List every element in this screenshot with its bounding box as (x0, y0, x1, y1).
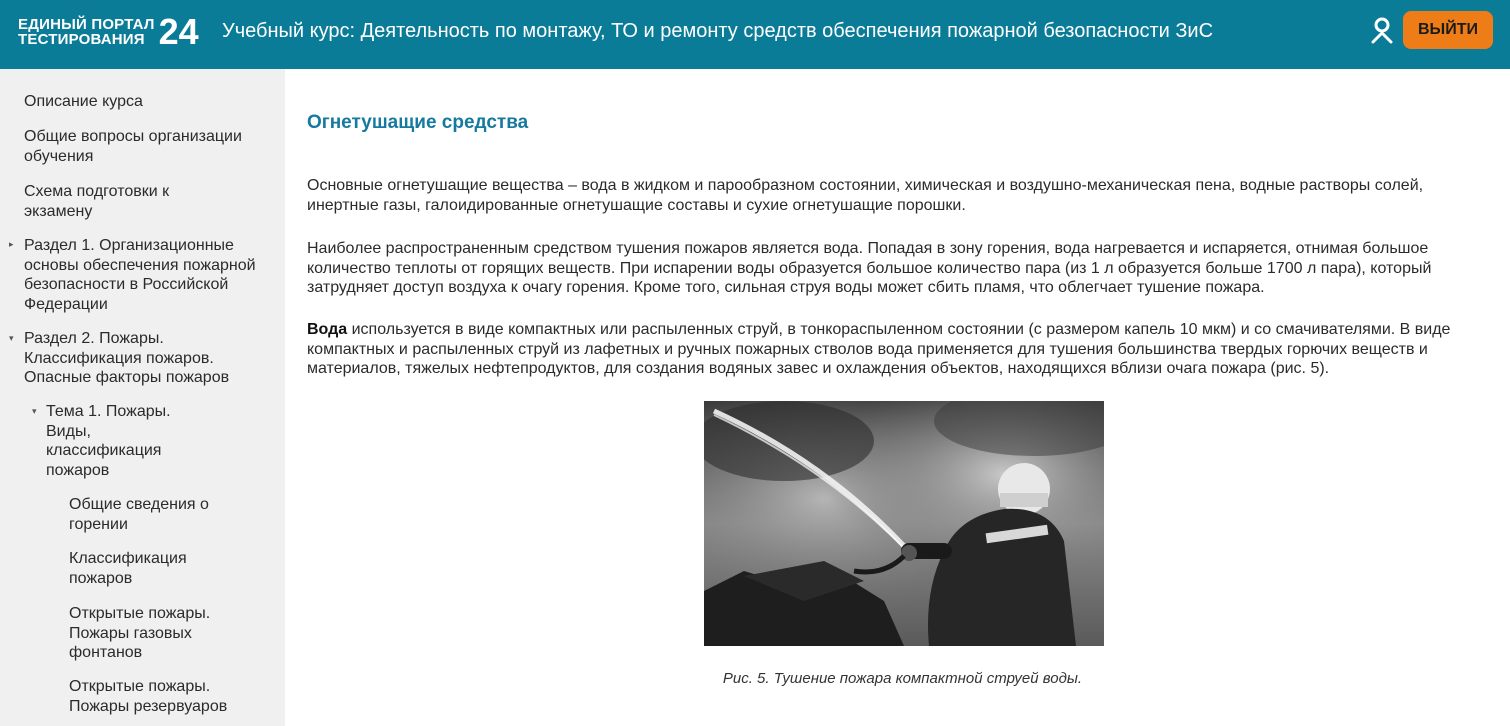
logo-text (18, 17, 155, 47)
sidebar-item-fire-classification[interactable]: Классификация пожаров (69, 550, 187, 587)
lesson-content (285, 69, 1510, 726)
chevron-down-icon[interactable]: ▾ (9, 333, 14, 343)
section-title: Огнетушащие средства (307, 112, 529, 133)
course-sidebar (0, 69, 285, 726)
paragraph-3 (307, 320, 1492, 379)
paragraph-2: Наиболее распространенным средством тушения пожаров является вода. Попадая в зону горения, вода нагревается и испаряется, отнимая большое количество теплоты от горящих веществ. При испарении воды образуется большое количество пара (из 1 л образуется больше 1700 л пара), который затрудняет доступ воздуха к очагу горения. Кроме того, сильная струя воды может сбить пламя, что облегчает тушение пожара. (307, 240, 1432, 296)
sidebar-item-general-questions[interactable]: Общие вопросы организации обучения (24, 128, 242, 165)
sidebar-item-section-1[interactable]: Раздел 1. Организационные основы обеспечения пожарной безопасности в Российской Федерации (24, 237, 256, 313)
sidebar-item-combustion-basics[interactable]: Общие сведения о горении (69, 496, 209, 533)
course-title: Учебный курс: Деятельность по монтажу, ТО и ремонту средств обеспечения пожарной безопасности ЗиС (222, 20, 1214, 42)
sidebar-item-tank-fires[interactable]: Открытые пожары. Пожары резервуаров (69, 678, 228, 715)
paragraph-3-text: используется в виде компактных или распыленных струй, в тонкораспыленном состоянии (с размером капель 10 мкм) и со смачивателями. В виде компактных и распыленных струй из лафетных и ручных пожарных стволов вода применяется для тушения большинства твердых горючих веществ и материалов, тяжелых нефтепродуктов, для создания водяных завес и охлаждения объектов, находящихся вблизи очага пожара (рис. 5). (307, 321, 1451, 377)
sidebar-item-section-2[interactable]: Раздел 2. Пожары. Классификация пожаров. Опасные факторы пожаров (24, 330, 230, 386)
sidebar-item-gas-fountain-fires[interactable]: Открытые пожары. Пожары газовых фонтанов (69, 605, 211, 661)
logout-button[interactable]: ВЫЙТИ (1403, 11, 1493, 49)
chevron-down-icon[interactable]: ▾ (32, 406, 37, 416)
logo-line-1: ЕДИНЫЙ ПОРТАЛ (18, 16, 155, 33)
sidebar-item-topic-1[interactable]: Тема 1. Пожары. Виды, классификация пожаров (46, 403, 171, 479)
sidebar-item-exam-scheme[interactable]: Схема подготовки к экзамену (24, 183, 170, 220)
figure-caption: Рис. 5. Тушение пожара компактной струей воды. (722, 670, 1083, 687)
top-header (0, 0, 1510, 69)
logo-line-2: ТЕСТИРОВАНИЯ (18, 31, 145, 48)
paragraph-3-bold: Вода (307, 321, 348, 338)
sidebar-item-course-description[interactable]: Описание курса (24, 93, 143, 110)
logo-number: 24 (158, 11, 199, 52)
firefighter-photo (704, 401, 1104, 646)
user-icon[interactable] (1370, 17, 1394, 45)
chevron-right-icon[interactable]: ▸ (9, 239, 14, 249)
portal-logo[interactable] (18, 11, 199, 52)
paragraph-1: Основные огнетушащие вещества – вода в жидком и парообразном состоянии, химическая и воздушно-механическая пена, водные растворы солей, инертные газы, галоидированные огнетушащие составы и сухие огнетушащие порошки. (307, 177, 1424, 214)
